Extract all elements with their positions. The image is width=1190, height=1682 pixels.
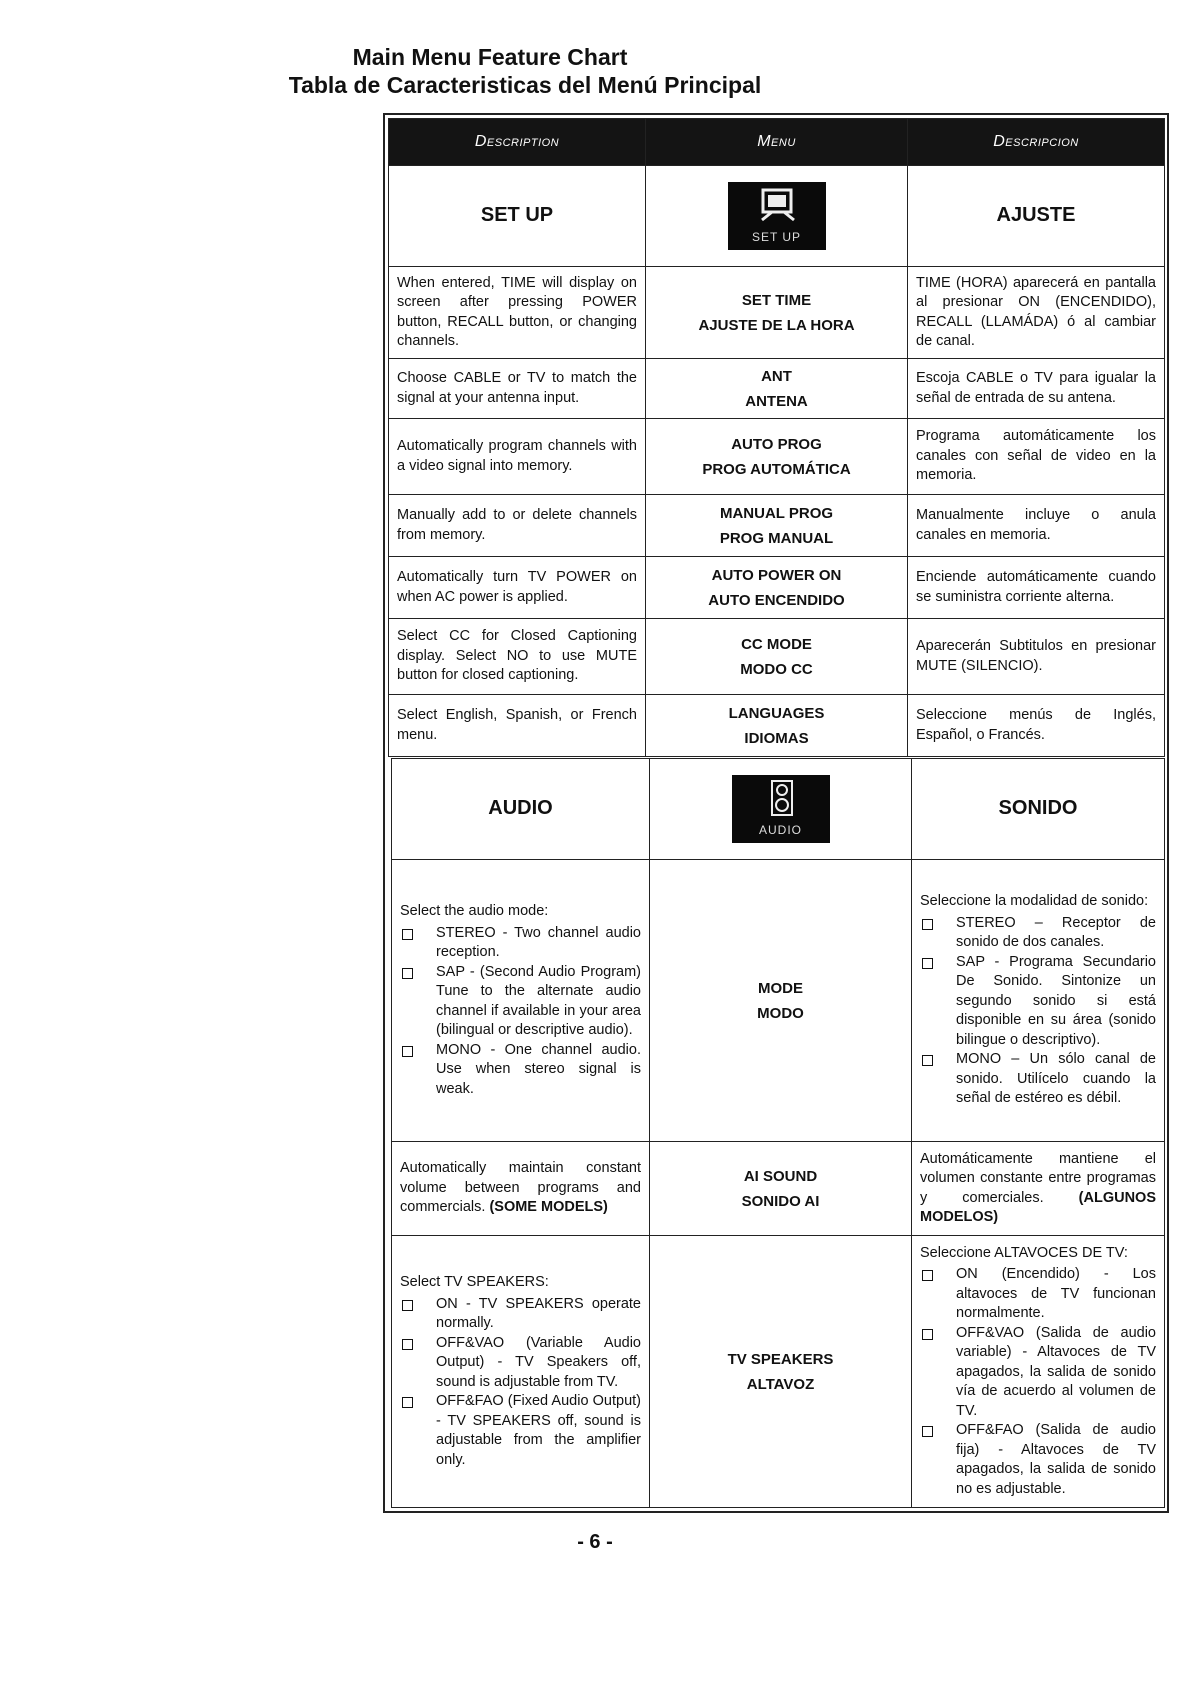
row-desc-en: Choose CABLE or TV to match the signal at your antenna input. bbox=[389, 359, 646, 419]
mode-option-es: STEREO – Receptor de sonido de dos canales. bbox=[920, 914, 1156, 953]
mode-option-es: MONO – Un sólo canal de sonido. Utilícelo cuando la señal de estéreo es débil. bbox=[920, 1050, 1156, 1109]
aisound-desc-es: Automáticamente mantiene el volumen constante entre programas y comerciales. bbox=[920, 1150, 1156, 1206]
aisound-note-es: (ALGUNOS MODELOS) bbox=[920, 1189, 1156, 1225]
row-menu-es: IDIOMAS bbox=[744, 729, 809, 747]
row-menu-en: SET TIME bbox=[741, 291, 812, 309]
setup-icon-caption: SET UP bbox=[751, 229, 802, 244]
row-desc-es: Seleccione menús de Inglés, Español, o Francés. bbox=[908, 695, 1165, 757]
row-menu-en: CC MODE bbox=[741, 635, 812, 653]
row-desc-en: Automatically program channels with a video signal into memory. bbox=[389, 419, 646, 495]
mode-intro-en: Select the audio mode: bbox=[400, 903, 549, 919]
mode-option-en: STEREO - Two channel audio reception. bbox=[400, 924, 641, 963]
row-menu-en: AUTO PROG bbox=[731, 435, 822, 453]
row-menu-en: ANT bbox=[761, 367, 792, 385]
row-menu-es: MODO CC bbox=[740, 660, 813, 678]
row-menu-es: ANTENA bbox=[745, 392, 808, 410]
audio-label-es: SONIDO bbox=[912, 759, 1165, 860]
speakers-option-en: OFF&FAO (Fixed Audio Output) - TV SPEAKERS off, sound is adjustable from the amplifier only. bbox=[400, 1392, 641, 1470]
mode-menu-es: MODO bbox=[757, 1004, 804, 1022]
aisound-note-en: (SOME MODELS) bbox=[489, 1199, 608, 1216]
speakers-option-es: OFF&VAO (Salida de audio variable) - Altavoces de TV apagados, la salida de sonido vía de acuerdo al volumen de TV. bbox=[920, 1324, 1156, 1422]
row-desc-es: Aparecerán Subtitulos en presionar MUTE (SILENCIO). bbox=[908, 619, 1165, 695]
aisound-desc-en: Automatically maintain constant volume between programs and commercials. bbox=[400, 1160, 641, 1216]
row-desc-en: Manually add to or delete channels from memory. bbox=[389, 495, 646, 557]
setup-label-en: SET UP bbox=[389, 166, 646, 267]
row-menu-en: AUTO POWER ON bbox=[711, 566, 842, 584]
row-desc-es: Escoja CABLE o TV para igualar la señal de entrada de su antena. bbox=[908, 359, 1165, 419]
audio-label-en: AUDIO bbox=[392, 759, 650, 860]
row-menu-en: LANGUAGES bbox=[728, 704, 825, 722]
header-menu: Menu bbox=[646, 119, 908, 166]
speakers-menu-en: TV SPEAKERS bbox=[727, 1350, 834, 1368]
audio-icon-caption: AUDIO bbox=[758, 822, 802, 837]
page-number: - 6 - bbox=[577, 1531, 613, 1553]
mode-menu-en: MODE bbox=[758, 979, 803, 997]
speakers-menu-es: ALTAVOZ bbox=[746, 1375, 815, 1393]
mode-option-en: MONO - One channel audio. Use when stereo signal is weak. bbox=[400, 1041, 641, 1100]
setup-label-es: AJUSTE bbox=[908, 166, 1165, 267]
row-desc-en: Automatically turn TV POWER on when AC power is applied. bbox=[389, 557, 646, 619]
row-desc-es: TIME (HORA) aparecerá en pantalla al presionar ON (ENCENDIDO), RECALL (LLAMÁDA) ó al cambiar de canal. bbox=[908, 267, 1165, 359]
row-menu-en: MANUAL PROG bbox=[719, 504, 834, 522]
mode-option-en: SAP - (Second Audio Program) Tune to the alternate audio channel if available in your area (bilingual or descriptive audio). bbox=[400, 963, 641, 1041]
row-desc-es: Manualmente incluye o anula canales en memoria. bbox=[908, 495, 1165, 557]
speakers-option-es: OFF&FAO (Salida de audio fija) - Altavoces de TV apagados, la salida de sonido no es adjustable. bbox=[920, 1421, 1156, 1499]
header-descripcion: Descripcion bbox=[908, 119, 1165, 166]
audio-table bbox=[391, 758, 1165, 1508]
speakers-intro-es: Seleccione ALTAVOCES DE TV: bbox=[920, 1244, 1128, 1261]
header-description: Description bbox=[389, 119, 646, 166]
row-menu-es: PROG MANUAL bbox=[719, 529, 834, 547]
row-menu-es: AUTO ENCENDIDO bbox=[708, 591, 845, 609]
row-menu-es: PROG AUTOMÁTICA bbox=[702, 460, 851, 478]
speakers-option-es: ON (Encendido) - Los altavoces de TV funcionan normalmente. bbox=[920, 1265, 1156, 1324]
row-menu-es: AJUSTE DE LA HORA bbox=[698, 316, 855, 334]
mode-intro-es: Seleccione la modalidad de sonido: bbox=[920, 893, 1149, 910]
title-spanish: Tabla de Caracteristicas del Menú Principal bbox=[288, 72, 762, 98]
setup-table bbox=[388, 118, 1165, 757]
speakers-intro-en: Select TV SPEAKERS: bbox=[400, 1274, 549, 1290]
row-desc-en: Select CC for Closed Captioning display. Select NO to use MUTE button for closed captioning. bbox=[389, 619, 646, 695]
speakers-option-en: ON - TV SPEAKERS operate normally. bbox=[400, 1295, 641, 1334]
row-desc-en: Select English, Spanish, or French menu. bbox=[389, 695, 646, 757]
aisound-menu-es: SONIDO AI bbox=[741, 1192, 820, 1210]
tv-setup-icon bbox=[728, 182, 826, 250]
mode-option-es: SAP - Programa Secundario De Sonido. Sintonize un segundo sonido si está disponible en su área (sonido bilingue o descriptivo). bbox=[920, 953, 1156, 1051]
row-desc-en: When entered, TIME will display on screen after pressing POWER button, RECALL button, or changing channels. bbox=[389, 267, 646, 359]
row-desc-es: Programa automáticamente los canales con señal de video en la memoria. bbox=[908, 419, 1165, 495]
speakers-option-en: OFF&VAO (Variable Audio Output) - TV Speakers off, sound is adjustable from TV. bbox=[400, 1334, 641, 1393]
row-desc-es: Enciende automáticamente cuando se suministra corriente alterna. bbox=[908, 557, 1165, 619]
speaker-audio-icon bbox=[732, 775, 830, 843]
aisound-menu-en: AI SOUND bbox=[743, 1167, 818, 1185]
title-english: Main Menu Feature Chart bbox=[352, 44, 628, 70]
